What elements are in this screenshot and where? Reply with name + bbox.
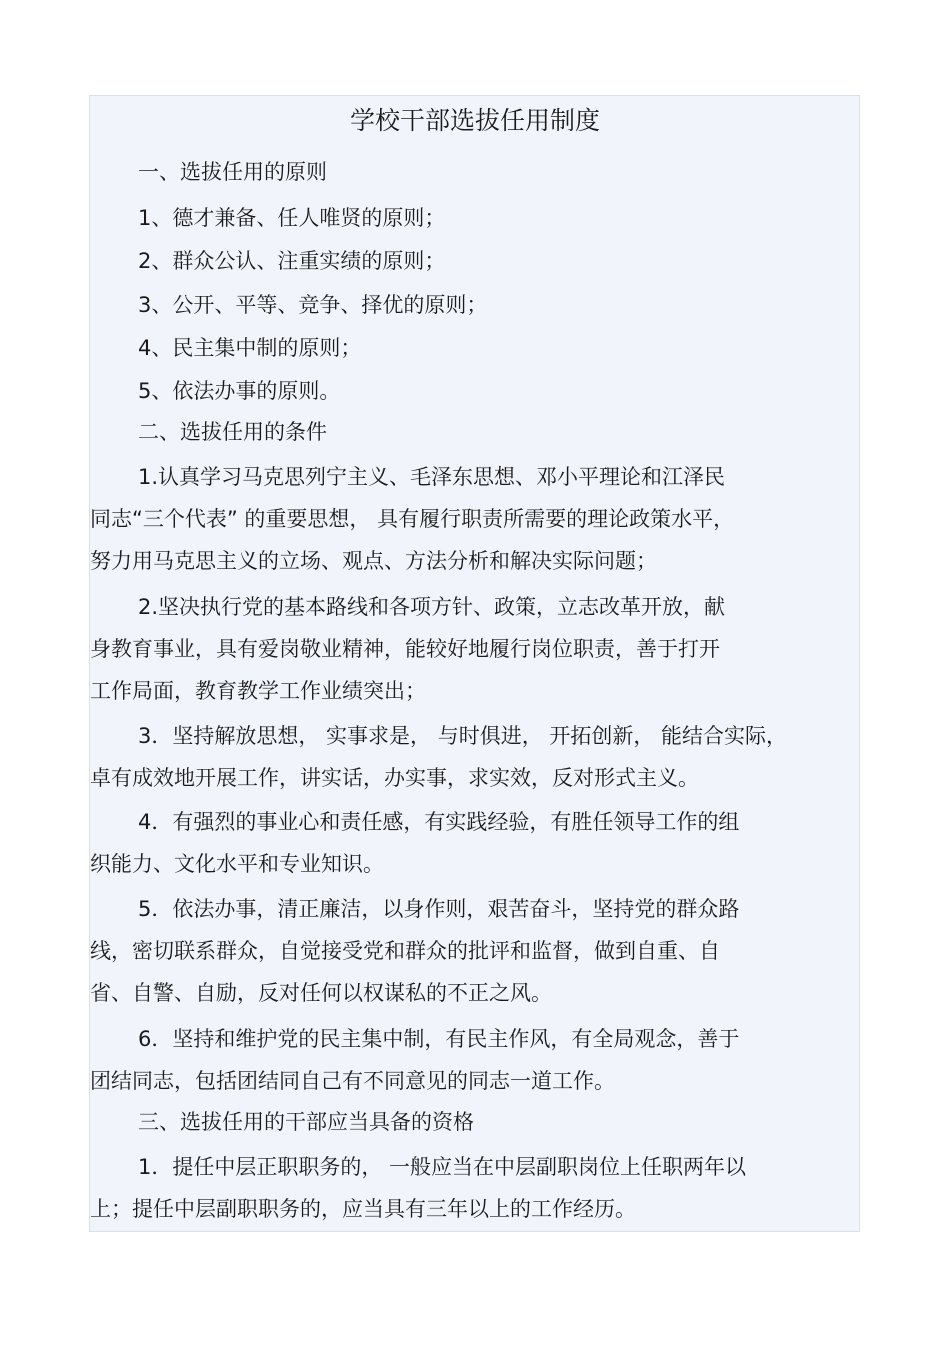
document-line: 织能力、文化水平和专业知识。 — [90, 852, 384, 876]
document-line: 3、公开、平等、竞争、择优的原则； — [138, 293, 488, 317]
document-line: 2、群众公认、注重实绩的原则； — [138, 249, 446, 273]
document-line: 4．有强烈的事业心和责任感，有实践经验，有胜任领导工作的组 — [138, 810, 740, 834]
document-line: 同志“三个代表” 的重要思想， 具有履行职责所需要的理论政策水平， — [90, 507, 735, 531]
document-line: 上；提任中层副职职务的，应当具有三年以上的工作经历。 — [90, 1197, 636, 1221]
document-line: 身教育事业，具有爱岗敬业精神，能较好地履行岗位职责，善于打开 — [90, 637, 720, 661]
document-line: 一、选拔任用的原则 — [138, 160, 327, 184]
document-line: 1．提任中层正职职务的， 一般应当在中层副职岗位上任职两年以 — [138, 1155, 747, 1179]
document-line: 卓有成效地开展工作，讲实话，办实事，求实效，反对形式主义。 — [90, 766, 699, 790]
document-line: 线，密切联系群众，自觉接受党和群众的批评和监督，做到自重、自 — [90, 939, 720, 963]
document-line: 5．依法办事，清正廉洁，以身作则，艰苦奋斗，坚持党的群众路 — [138, 897, 740, 921]
document-line: 2.坚决执行党的基本路线和各项方针、政策，立志改革开放，献 — [138, 595, 726, 619]
document-line: 省、自警、自励，反对任何以权谋私的不正之风。 — [90, 981, 552, 1005]
document-line: 三、选拔任用的干部应当具备的资格 — [138, 1110, 474, 1134]
document-line: 3．坚持解放思想， 实事求是， 与时俱进， 开拓创新， 能结合实际， — [138, 724, 788, 748]
document-line: 1.认真学习马克思列宁主义、毛泽东思想、邓小平理论和江泽民 — [138, 465, 726, 489]
document-line: 6．坚持和维护党的民主集中制，有民主作风，有全局观念，善于 — [138, 1027, 740, 1051]
document-line: 5、依法办事的原则。 — [138, 379, 341, 403]
document-line: 努力用马克思主义的立场、观点、方法分析和解决实际问题； — [90, 549, 657, 573]
document-line: 1、德才兼备、任人唯贤的原则； — [138, 206, 446, 230]
document-line: 二、选拔任用的条件 — [138, 420, 327, 444]
document-line: 工作局面，教育教学工作业绩突出； — [90, 679, 426, 703]
document-line: 4、民主集中制的原则； — [138, 336, 362, 360]
document-title: 学校干部选拔任用制度 — [349, 106, 600, 135]
document-line: 团结同志，包括团结同自己有不同意见的同志一道工作。 — [90, 1069, 615, 1093]
